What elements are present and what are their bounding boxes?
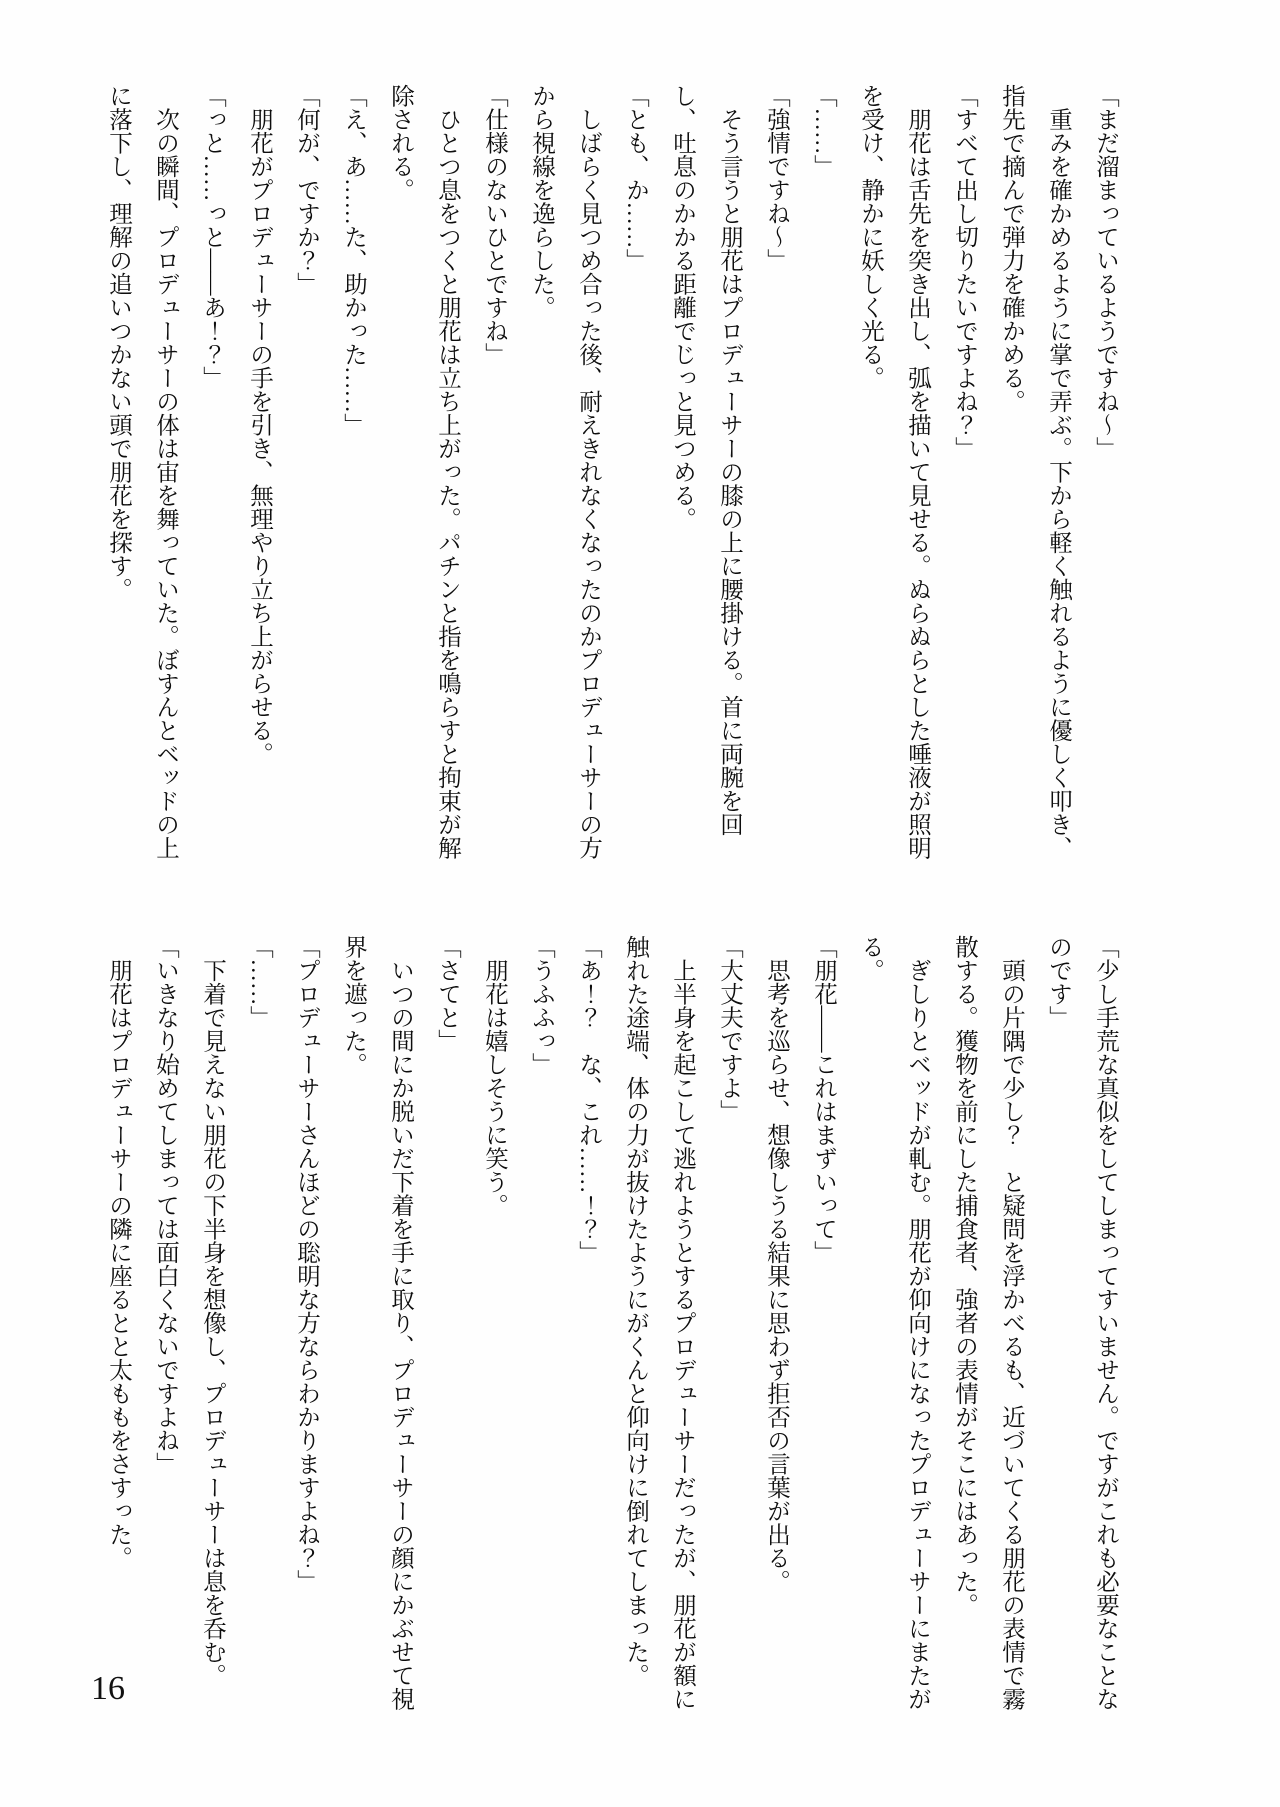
text-line: 指先で摘んで弾力を確かめる。: [998, 84, 1024, 413]
text-line: 「うふふっ」: [528, 935, 554, 1076]
text-line: 「え、あ……た、助かった……」: [340, 84, 366, 437]
text-line: を受け、静かに妖しく光る。: [857, 84, 883, 390]
text-line: 「強情ですね〜」: [763, 84, 789, 272]
text-line: 重みを確かめるように掌で弄ぶ。下から軽く触れるように優しく叩き、: [1045, 84, 1071, 860]
text-line: 下着で見えない朋花の下半身を想像し、プロデューサーは息を呑む。: [199, 935, 225, 1687]
text-line: 触れた途端、体の力が抜けたようにがくんと仰向けに倒れてしまった。: [622, 935, 648, 1687]
text-line: 朋花はプロデューサーの隣に座るとと太ももをさすった。: [105, 935, 131, 1570]
text-line: 上半身を起こして逃れようとするプロデューサーだったが、朋花が額に: [669, 935, 695, 1711]
text-line: る。: [857, 935, 883, 982]
text-line: 散する。獲物を前にした捕食者、強者の表情がそこにはあった。: [951, 935, 977, 1617]
text-line: 「朋花――これはまずいって」: [810, 935, 836, 1264]
page-number: 16: [91, 1670, 125, 1707]
text-line: 「すべて出し切りたいですよね？」: [951, 84, 977, 460]
text-line: 「っと……っと――あ！？」: [199, 84, 225, 390]
text-line: 次の瞬間、プロデューサーの体は宙を舞っていた。ぼすんとベッドの上: [152, 84, 178, 860]
text-line: 界を遮った。: [340, 935, 366, 1076]
text-line: し、吐息のかかる距離でじっと見つめる。: [669, 84, 695, 531]
text-line: 「大丈夫ですよ」: [716, 935, 742, 1123]
text-block-upper: [94, 84, 1128, 899]
text-line: から視線を逸らした。: [528, 84, 554, 319]
text-line: ぎしりとベッドが軋む。朋花が仰向けになったプロデューサーにまたが: [904, 935, 930, 1711]
text-line: ひとつ息をつくと朋花は立ち上がった。パチンと指を鳴らすと拘束が解: [434, 84, 460, 860]
text-line: 頭の片隅で少し？ と疑問を浮かべるも、近づいてくる朋花の表情で霧: [998, 935, 1024, 1711]
text-line: 「さてと」: [434, 935, 460, 1053]
text-line: 「プロデューサーさんほどの聡明な方ならわかりますよね？」: [293, 935, 319, 1593]
text-line: しばらく見つめ合った後、耐えきれなくなったのかプロデューサーの方: [575, 84, 601, 860]
text-line: 除される。: [387, 84, 413, 202]
text-line: 「まだ溜まっているようですね〜」: [1092, 84, 1118, 460]
text-line: 朋花がプロデューサーの手を引き、無理やり立ち上がらせる。: [246, 84, 272, 766]
text-line: 朋花は嬉しそうに笑う。: [481, 935, 507, 1217]
text-line: 「とも、か……」: [622, 84, 648, 272]
text-line: に落下し、理解の追いつかない頭で朋花を探す。: [105, 84, 131, 601]
text-line: 「仕様のないひとですね」: [481, 84, 507, 366]
text-line: そう言うと朋花はプロデューサーの膝の上に腰掛ける。首に両腕を回: [716, 84, 742, 836]
text-line: 「少し手荒な真似をしてしまってすいません。ですがこれも必要なことな: [1092, 935, 1118, 1711]
text-line: 「……」: [810, 84, 836, 178]
text-line: 「あ！？ な、これ……！？」: [575, 935, 601, 1264]
text-line: のです」: [1045, 935, 1071, 1029]
text-line: 「何が、ですか？」: [293, 84, 319, 296]
text-line: 朋花は舌先を突き出し、弧を描いて見せる。ぬらぬらとした唾液が照明: [904, 84, 930, 860]
text-line: 「いきなり始めてしまっては面白くないですよね」: [152, 935, 178, 1476]
text-line: いつの間にか脱いだ下着を手に取り、プロデューサーの顔にかぶせて視: [387, 935, 413, 1711]
text-line: 「……」: [246, 935, 272, 1029]
text-line: 思考を巡らせ、想像しうる結果に思わず拒否の言葉が出る。: [763, 935, 789, 1593]
text-block-lower: [94, 935, 1128, 1725]
